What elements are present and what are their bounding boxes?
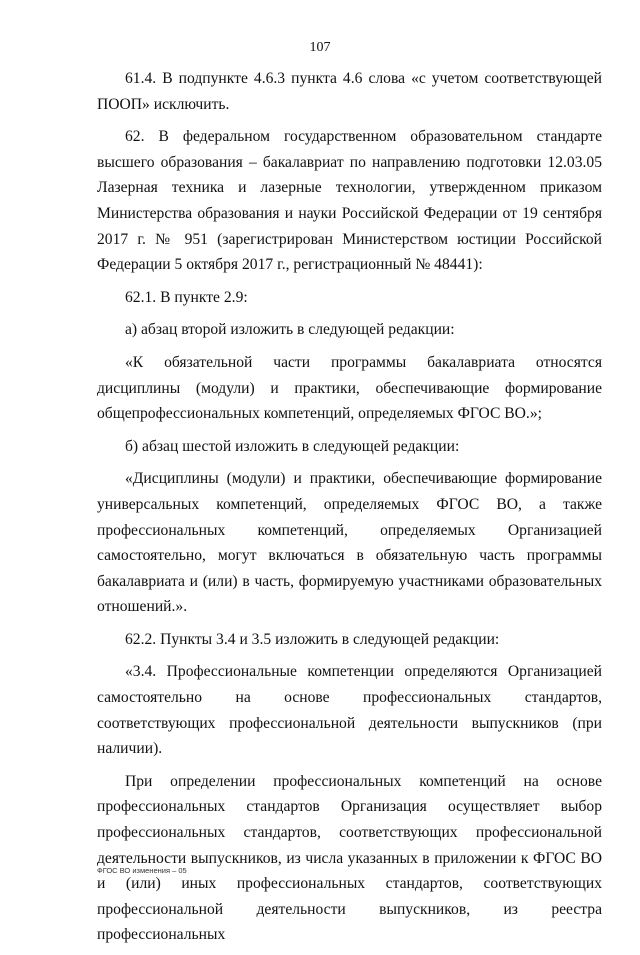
paragraph-professional-standards: При определении профессиональных компетенций на основе профессиональных стандартов Организация осуществляет выбор профессиональных стандартов, соответствующих профессиональной деятельности выпускников, из числа указанных в приложении к ФГОС ВО и (или) иных профессиональных стандартов, соответствующих профессиональной деятельности выпускников, из реестра профессиональных: [97, 772, 602, 944]
paragraph-item-b: б) абзац шестой изложить в следующей редакции:: [125, 437, 460, 455]
paragraph-62-2: 62.2. Пункты 3.4 и 3.5 изложить в следующей редакции:: [125, 630, 500, 648]
document-body: [97, 66, 602, 955]
paragraph-quote-disciplines: «Дисциплины (модули) и практики, обеспечивающие формирование универсальных компетенций, определяемых ФГОС ВО, а также профессиональных компетенций, определяемых Организацией самостоятельно, могут включаться в обязательную часть программы бакалавриата и (или) в часть, формируемую участниками образовательных отношений.».: [97, 470, 602, 616]
paragraph-62-1: 62.1. В пункте 2.9:: [125, 288, 248, 306]
paragraph-quote-mandatory-part: «К обязательной части программы бакалавриата относятся дисциплины (модули) и практики, обеспечивающие формирование общепрофессиональных компетенций, определяемых ФГОС ВО.»;: [97, 353, 602, 423]
page-number: 107: [309, 40, 331, 55]
paragraph-61-4: 61.4. В подпункте 4.6.3 пункта 4.6 слова «с учетом соответствующей ПООП» исключить.: [97, 70, 602, 113]
footer-label: ФГОС ВО изменения – 05: [97, 866, 187, 875]
paragraph-quote-3-4: «3.4. Профессиональные компетенции определяются Организацией самостоятельно на основе профессиональных стандартов, соответствующих профессиональной деятельности выпускников (при наличии).: [97, 663, 602, 758]
paragraph-62: 62. В федеральном государственном образовательном стандарте высшего образования – бакалавриат по направлению подготовки 12.03.05 Лазерная техника и лазерные технологии, утвержденном приказом Министерства образования и науки Российской Федерации от 19 сентября 2017 г. № 951 (зарегистрирован Министерством юстиции Российской Федерации 5 октября 2017 г., регистрационный № 48441):: [97, 128, 602, 274]
paragraph-item-a: а) абзац второй изложить в следующей редакции:: [125, 321, 455, 339]
